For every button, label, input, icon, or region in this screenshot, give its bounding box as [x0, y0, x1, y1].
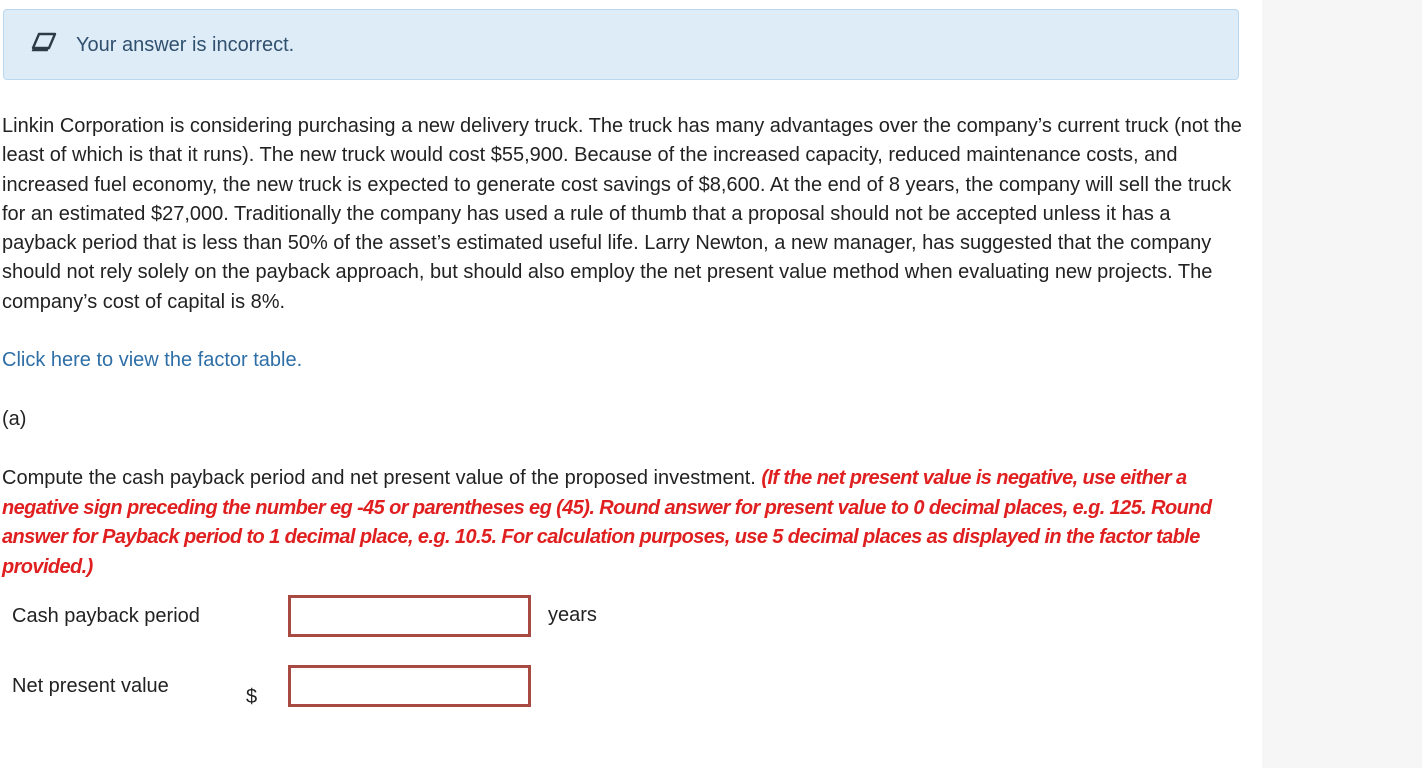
instructions-prompt: Compute the cash payback period and net present value of the proposed investment.	[2, 467, 756, 489]
npv-label: Net present value	[12, 675, 169, 697]
npv-input[interactable]	[288, 665, 531, 707]
npv-currency-symbol: $	[246, 686, 258, 708]
eraser-icon	[29, 32, 59, 54]
problem-statement: Linkin Corporation is considering purchasing a new delivery truck. The truck has many advantages over the company’s current truck (not the least of which is that it runs). The new truck would cost $55,900. Because of the increased capacity, reduced maintenance costs, and increased fuel economy, the new truck is expected to generate cost savings of $8,600. At the end of 8 years, the company will sell the truck for an estimated $27,000. Traditionally the company has used a rule of thumb that a proposal should not be accepted unless it has a payback period that is less than 50% of the asset’s estimated useful life. Larry Newton, a new manager, has suggested that the company should not rely solely on the payback approach, but should also employ the net present value method when evaluating new projects. The company’s cost of capital is 8%.	[2, 115, 1242, 313]
payback-units: years	[548, 604, 597, 626]
factor-table-link[interactable]: Click here to view the factor table.	[2, 349, 303, 371]
feedback-alert	[3, 9, 1239, 80]
feedback-message: Your answer is incorrect.	[76, 34, 295, 56]
right-gutter	[1262, 0, 1422, 768]
part-instructions	[2, 464, 1242, 582]
payback-label: Cash payback period	[12, 605, 200, 627]
part-label: (a)	[2, 408, 27, 430]
payback-input[interactable]	[288, 595, 531, 637]
instructions-note: (If the net present value is negative, use either a negative sign preceding the number eg -45 or parentheses eg (45). Round answer for present value to 0 decimal places, e.g. 125. Round answer for Payback period to 1 decimal place, e.g. 10.5. For calculation purposes, use 5 decimal places as displayed in the factor table provided.)	[2, 467, 1212, 578]
